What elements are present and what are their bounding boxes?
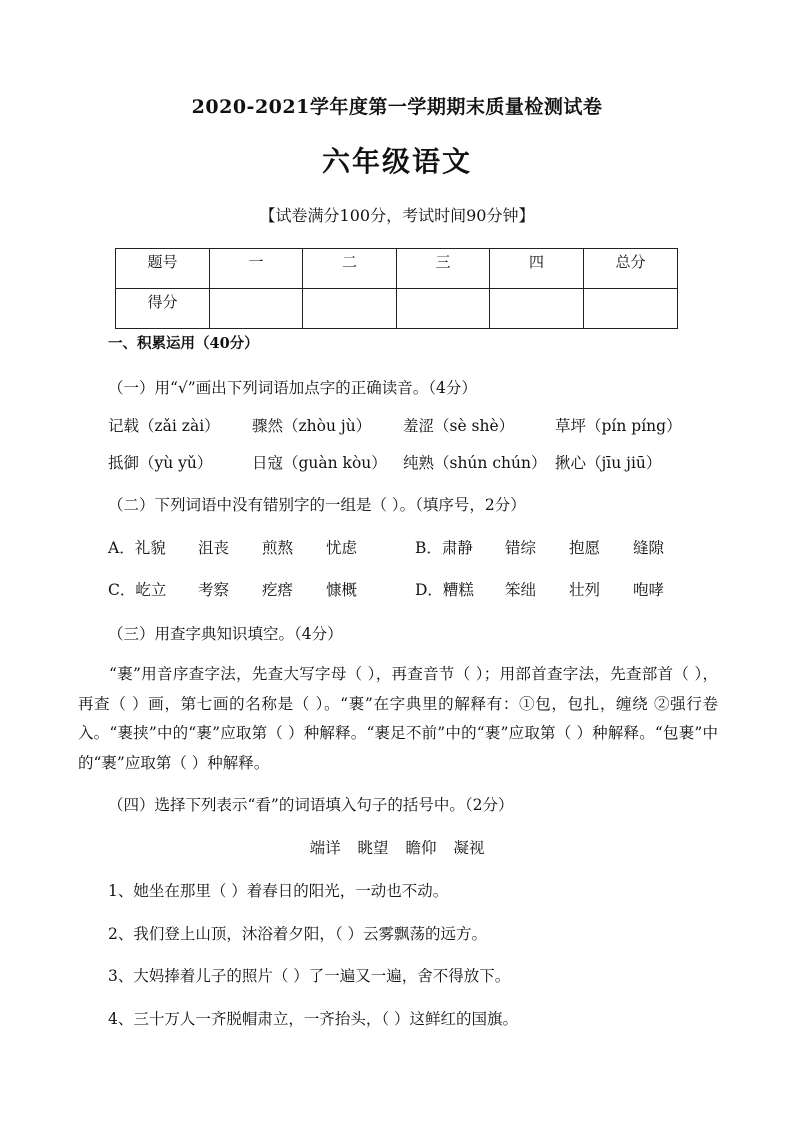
fill-sentence: 4、三十万人一齐脱帽肃立，一齐抬头，（ ）这鲜红的国旗。 <box>108 1010 519 1028</box>
pinyin-item: 羞涩（sè shè） <box>403 417 515 435</box>
option-word: D．糟糕 <box>415 581 474 599</box>
question-2-prompt: （二）下列词语中没有错别字的一组是（ ）。（填序号，2分） <box>108 496 526 514</box>
option-word: C．屹立 <box>108 581 167 599</box>
option-word: 慷概 <box>326 581 358 599</box>
score-header-cell: 二 <box>303 249 397 289</box>
pinyin-item: 草坪（pín píng） <box>555 417 682 435</box>
option-word: 忧虑 <box>326 539 358 557</box>
pinyin-item: 骤然（zhòu jù） <box>252 417 372 435</box>
option-word: 疙瘩 <box>262 581 294 599</box>
option-word: A．礼貌 <box>108 539 166 557</box>
option-word: 笨绌 <box>505 581 537 599</box>
option-word: 沮丧 <box>198 539 230 557</box>
score-cell[interactable] <box>303 289 397 329</box>
option-word: 考察 <box>198 581 230 599</box>
score-cell[interactable] <box>396 289 489 329</box>
score-row-label: 得分 <box>116 289 210 329</box>
score-header-cell: 四 <box>490 249 584 289</box>
option-word: 抱愿 <box>569 539 601 557</box>
score-cell[interactable] <box>490 289 584 329</box>
option-word: 缝隙 <box>633 539 665 557</box>
fill-sentence: 3、大妈捧着儿子的照片（ ）了一遍又一遍，舍不得放下。 <box>108 967 511 985</box>
score-header-cell: 一 <box>209 249 302 289</box>
question-1-prompt: （一）用“√”画出下列词语加点字的正确读音。（4分） <box>108 379 477 397</box>
question-3-paragraph: “裹”用音序查字法，先查大写字母（ ），再查音节（ ）；用部首查字法，先查部首（ ），再查（ ）画，第七画的名称是（ ）。“裹”在字典里的解释有：①包，包扎，缠绕 ②强行卷入。“裹挟”中的“裹”应取第（ ）种解释。“裹足不前”中的“裹”应取第（ ）种解释。“包裹”中的“裹”应取第（ ）种解释。 <box>78 665 718 772</box>
pinyin-item: 纯熟（shún chún） <box>403 454 547 472</box>
question-4-prompt: （四）选择下列表示“看”的词语填入句子的括号中。（2分） <box>108 796 514 814</box>
pinyin-item: 记载（zǎi zài） <box>108 417 220 435</box>
word-bank: 端详 眺望 瞻仰 凝视 <box>309 839 485 857</box>
subject-title: 六年级语文 <box>321 145 472 178</box>
score-table <box>115 248 678 329</box>
score-header-cell: 题号 <box>116 249 210 289</box>
score-cell[interactable] <box>209 289 302 329</box>
option-word: 错综 <box>505 539 537 557</box>
fill-sentence: 2、我们登上山顶，沐浴着夕阳，（ ）云雾飘荡的远方。 <box>108 925 488 943</box>
score-header-cell: 总分 <box>583 249 677 289</box>
option-word: 煎熬 <box>262 539 294 557</box>
score-header-cell: 三 <box>396 249 489 289</box>
question-3-prompt: （三）用查字典知识填空。（4分） <box>108 625 343 643</box>
exam-title: 2020-2021学年度第一学期期末质量检测试卷 <box>191 96 603 118</box>
option-word: 壮列 <box>569 581 601 599</box>
score-cell[interactable] <box>583 289 677 329</box>
pinyin-item: 揪心（jīu jiū） <box>555 454 662 472</box>
score-table-score-row <box>116 289 678 329</box>
pinyin-item: 抵御（yù yǔ） <box>108 454 213 472</box>
option-word: 咆哮 <box>633 581 665 599</box>
section-title: 一、积累运用（40分） <box>108 335 259 352</box>
score-table-header-row <box>116 249 678 289</box>
exam-note: 【试卷满分100分，考试时间90分钟】 <box>259 206 535 225</box>
pinyin-item: 日寇（guàn kòu） <box>252 454 387 472</box>
option-word: B．肃静 <box>415 539 473 557</box>
fill-sentence: 1、她坐在那里（ ）着春日的阳光，一动也不动。 <box>108 882 449 900</box>
